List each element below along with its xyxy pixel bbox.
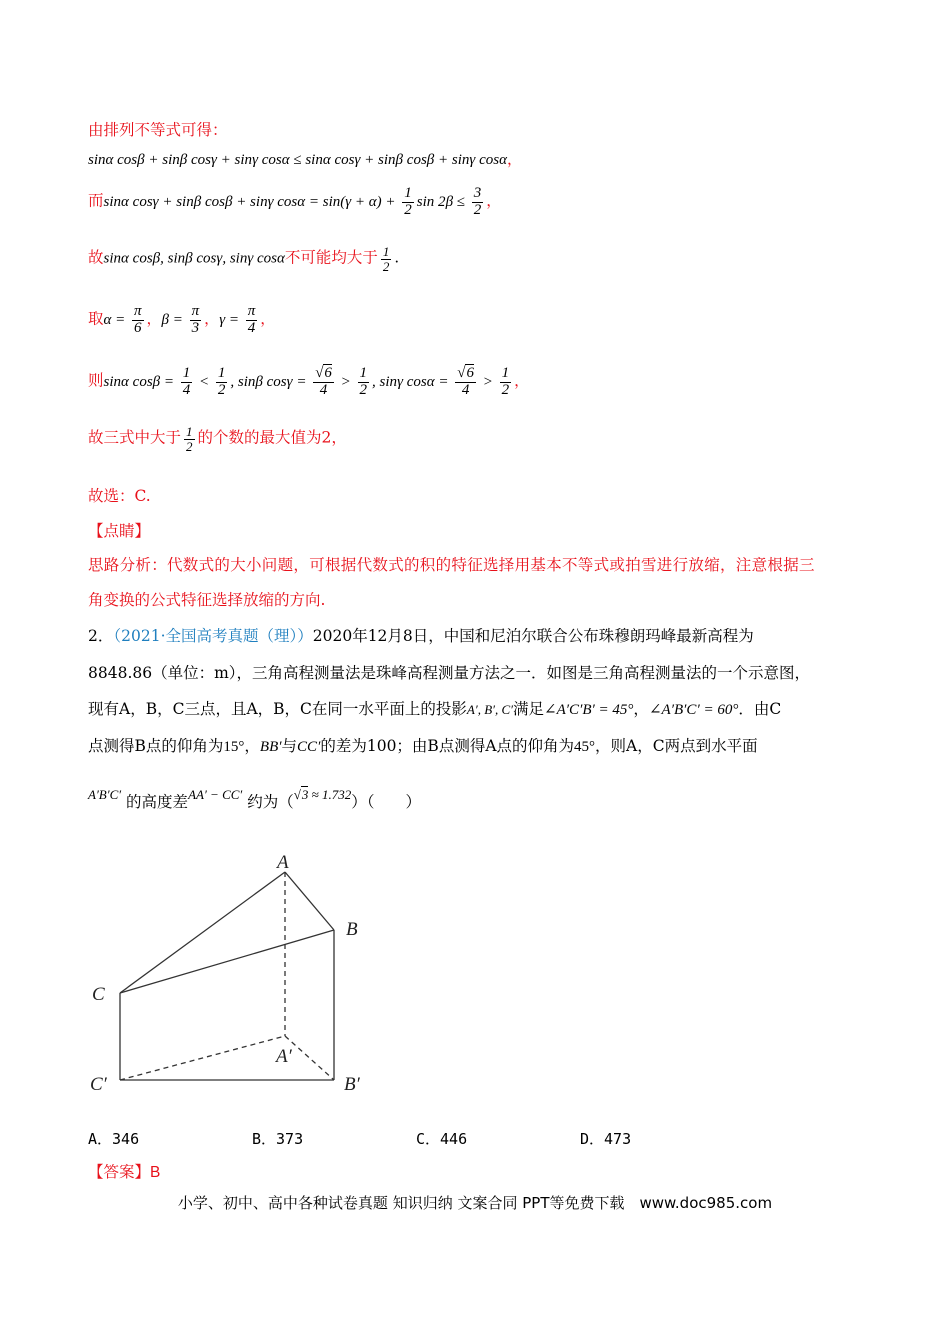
- question-text-3c: ．由C: [738, 700, 782, 718]
- question-line-5: $^{A'B'C'}$ 的高度差$^{AA' - CC'}$ 约为（$^{√3 \approx 1.732}$）（ ）: [88, 787, 422, 811]
- question-line-3: 现有A，B，C三点，且A，B，C在同一水平面上的投影A′, B′, C′满足∠A′C′B′ = 45°，∠A′B′C′ = 60°．由C: [88, 700, 782, 718]
- solution-line-3: 而sinα cosγ + sinβ cosβ + sinγ cosα = sin(γ + α) + $\frac{1}{2}$ sin 2β ≤ $\frac{3}{2}$ ，: [88, 185, 502, 218]
- choice-a: A．346: [88, 1130, 140, 1148]
- edge-C1-A1-dashed: [120, 1036, 285, 1080]
- line4-prefix: 故: [88, 248, 104, 267]
- answer-label: 【答案】: [88, 1163, 151, 1181]
- solution-line-4: 故sinα cosβ, sinβ cosγ, sinγ cosα不可能均大于 $\frac{1}{2}$ .: [88, 244, 400, 274]
- question-text-4b: ，: [244, 737, 260, 755]
- page-footer: 小学、初中、高中各种试卷真题 知识归纳 文案合同 PPT等免费下载 www.doc985.com: [177, 1194, 773, 1212]
- evaluation-formula: sinα cosβ = $\frac{1}{4}$ < $\frac{1}{2}$ , sinβ cosγ = $\frac{√6}{4}$ > $\frac{1}{2}$ , sinγ cosα = $\frac{√6}{4}$ > $\frac{1}{2}$: [103, 365, 510, 398]
- label-A-prime: A′: [276, 1046, 292, 1067]
- question-text-1: 2020年12月8日，中国和尼泊尔联合公布珠穆朗玛峰最新高程为: [312, 627, 754, 645]
- label-C: C: [92, 984, 105, 1005]
- line7-prefix: 故三式中大于: [88, 428, 182, 447]
- question-text-4c: 与: [281, 737, 298, 755]
- question-number: 2．: [88, 627, 114, 645]
- question-text-3a: 现有A，B，C三点，且A，B，C在同一水平面上的投影: [88, 700, 467, 718]
- angle-choice-formula: α = $\frac{\pi}{6}$: [103, 303, 142, 336]
- line3-prefix: 而: [88, 191, 104, 210]
- question-text-4a: 点测得B点的仰角为: [88, 737, 224, 755]
- solution-line-1: [88, 118, 228, 140]
- line6-prefix: 则: [88, 371, 104, 390]
- label-B: B: [346, 919, 358, 940]
- solution-line-2: sinα cosβ + sinβ cosγ + sinγ cosα ≤ sinα cosγ + sinβ cosβ + sinγ cosα，: [88, 150, 522, 168]
- solution-line-8: 故选：C.: [88, 487, 151, 505]
- line5-prefix: 取: [88, 309, 104, 328]
- answer-value: B: [150, 1164, 161, 1181]
- upper-bound-formula: sinα cosγ + sinβ cosβ + sinγ cosα = sin(γ + α) + $\frac{1}{2}$ sin 2β ≤ $\frac{3}{2}$: [103, 185, 482, 218]
- tip-label: 【点睛】: [88, 522, 151, 540]
- label-B-prime: B′: [344, 1074, 360, 1095]
- question-line-4: 点测得B点的仰角为15°，BB′与CC′的差为100；由B点测得A点的仰角为45°，则A，C两点到水平面: [88, 737, 758, 755]
- edge-A-C: [120, 872, 285, 993]
- solution-intro-text: 由排列不等式可得：: [88, 121, 228, 139]
- triangulation-figure: [80, 850, 380, 1110]
- question-source: （2021·全国高考真题（理））: [113, 627, 313, 645]
- choice-c: C．446: [416, 1130, 468, 1148]
- solution-line-6: 则sinα cosβ = $\frac{1}{4}$ < $\frac{1}{2}$ , sinβ cosγ = $\frac{√6}{4}$ > $\frac{1}{2}$ , sinγ cosα = $\frac{√6}{4}$ > $\frac{1}{2}$ ，: [88, 365, 530, 398]
- question-text-5a: 的高度差: [126, 793, 189, 811]
- question-text-5c: ）（ ）: [351, 793, 422, 811]
- edge-A1-B1-dashed: [285, 1036, 334, 1080]
- question-line-1: [88, 624, 754, 646]
- line4-mid: 不可能均大于: [284, 248, 378, 267]
- question-text-3b: 满足: [513, 700, 545, 718]
- line7-suffix: 的个数的最大值为2，: [197, 428, 347, 447]
- question-line-2: 8848.86（单位：m），三角高程测量法是珠峰高程测量方法之一．如图是三角高程测量法的一个示意图，: [88, 664, 811, 682]
- edge-C-B: [120, 930, 334, 993]
- question-text-5b: 约为（: [247, 793, 294, 811]
- edge-A-B: [285, 872, 334, 930]
- label-A: A: [277, 852, 289, 873]
- solution-line-7: 故三式中大于 $\frac{1}{2}$ 的个数的最大值为2，: [88, 424, 347, 454]
- tip-line-1: 思路分析：代数式的大小问题，可根据代数式的积的特征选择用基本不等式或拍雪进行放缩，注意根据三: [88, 556, 815, 574]
- question-text-4e: ，则A，C两点到水平面: [595, 737, 758, 755]
- tip-line-2: 角变换的公式特征选择放缩的方向.: [88, 591, 326, 609]
- label-C-prime: C′: [90, 1074, 107, 1095]
- choice-b: B．373: [252, 1130, 304, 1148]
- three-products-formula: sinα cosβ, sinβ cosγ, sinγ cosα: [103, 250, 285, 267]
- solution-line-5: 取α = $\frac{\pi}{6}$ ，β = $\frac{\pi}{3}$ ，γ = $\frac{\pi}{4}$ ，: [88, 303, 276, 336]
- choice-d: D．473: [580, 1130, 632, 1148]
- answer-line: [88, 1160, 160, 1182]
- question-text-4d: 的差为100；由B点测得A点的仰角为: [320, 737, 575, 755]
- rearrangement-inequality-formula: sinα cosβ + sinβ cosγ + sinγ cosα ≤ sinα cosγ + sinβ cosβ + sinγ cosα: [88, 152, 507, 168]
